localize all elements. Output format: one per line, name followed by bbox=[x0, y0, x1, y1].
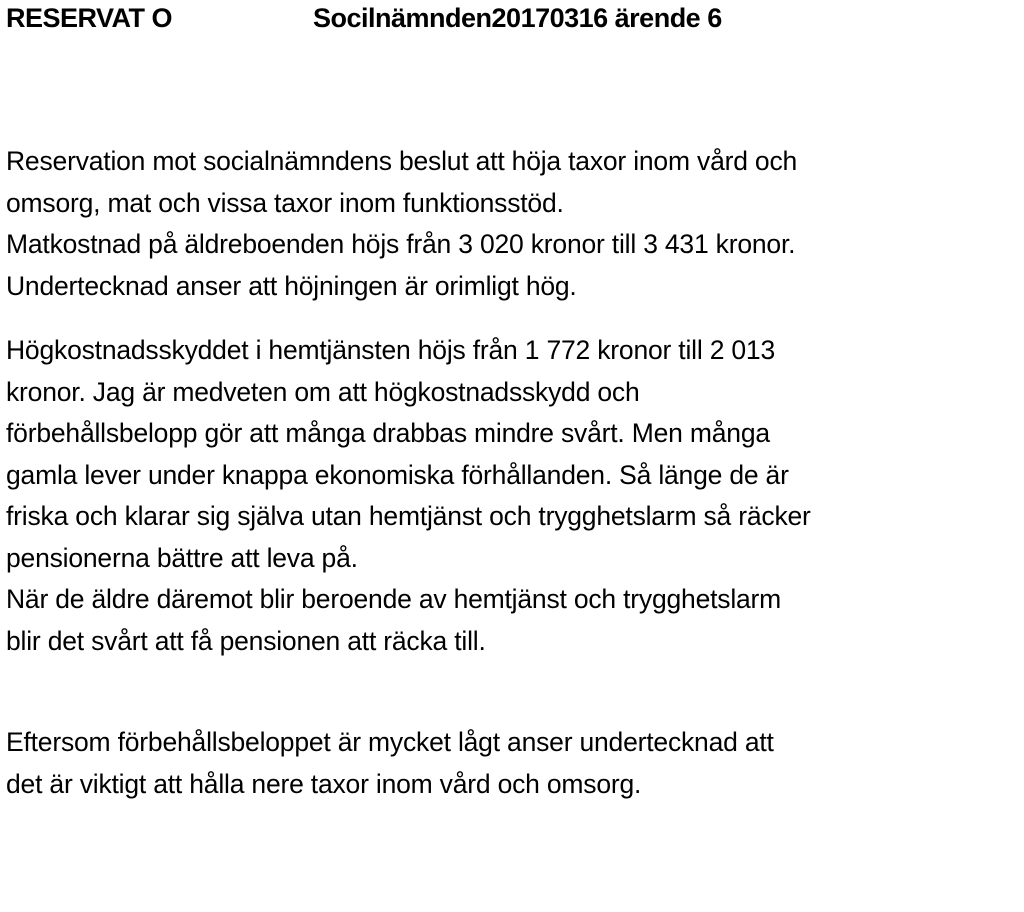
paragraph-spacer bbox=[6, 307, 1020, 330]
text-line: förbehållsbelopp gör att många drabbas mindre svårt. Men många bbox=[6, 418, 770, 448]
paragraph-spacer bbox=[6, 662, 1020, 722]
text-line: det är viktigt att hålla nere taxor inom vård och omsorg. bbox=[6, 768, 642, 799]
document-header bbox=[0, 0, 1024, 40]
text-line: När de äldre däremot blir beroende av hemtjänst och trygghetslarm bbox=[6, 584, 782, 614]
reservation-label: RESERVAT O bbox=[6, 3, 173, 33]
paragraph-1 bbox=[6, 141, 1020, 307]
paragraph-3 bbox=[6, 722, 1020, 805]
text-line: Matkostnad på äldreboenden höjs från 3 020 kronor till 3 431 kronor. bbox=[6, 229, 796, 259]
meeting-reference: Socilnämnden20170316 ärende 6 bbox=[313, 3, 722, 33]
paragraph-2 bbox=[6, 330, 1020, 662]
text-line: Undertecknad anser att höjningen är orimligt hög. bbox=[6, 270, 577, 301]
text-line: omsorg, mat och vissa taxor inom funktionsstöd. bbox=[6, 187, 564, 218]
text-line: friska och klarar sig själva utan hemtjänst och trygghetslarm så räcker bbox=[6, 501, 811, 531]
text-line: Eftersom förbehållsbeloppet är mycket lågt anser undertecknad att bbox=[6, 727, 774, 757]
text-line: kronor. Jag är medveten om att högkostnadsskydd och bbox=[6, 376, 640, 407]
text-line: pensionerna bättre att leva på. bbox=[6, 542, 358, 573]
document-body bbox=[6, 141, 1020, 805]
text-line: Högkostnadsskyddet i hemtjänsten höjs från 1 772 kronor till 2 013 bbox=[6, 335, 776, 365]
text-line: Reservation mot socialnämndens beslut att höja taxor inom vård och bbox=[6, 146, 798, 176]
text-line: gamla lever under knappa ekonomiska förhållanden. Så länge de är bbox=[6, 459, 789, 490]
text-line: blir det svårt att få pensionen att räcka till. bbox=[6, 625, 486, 656]
